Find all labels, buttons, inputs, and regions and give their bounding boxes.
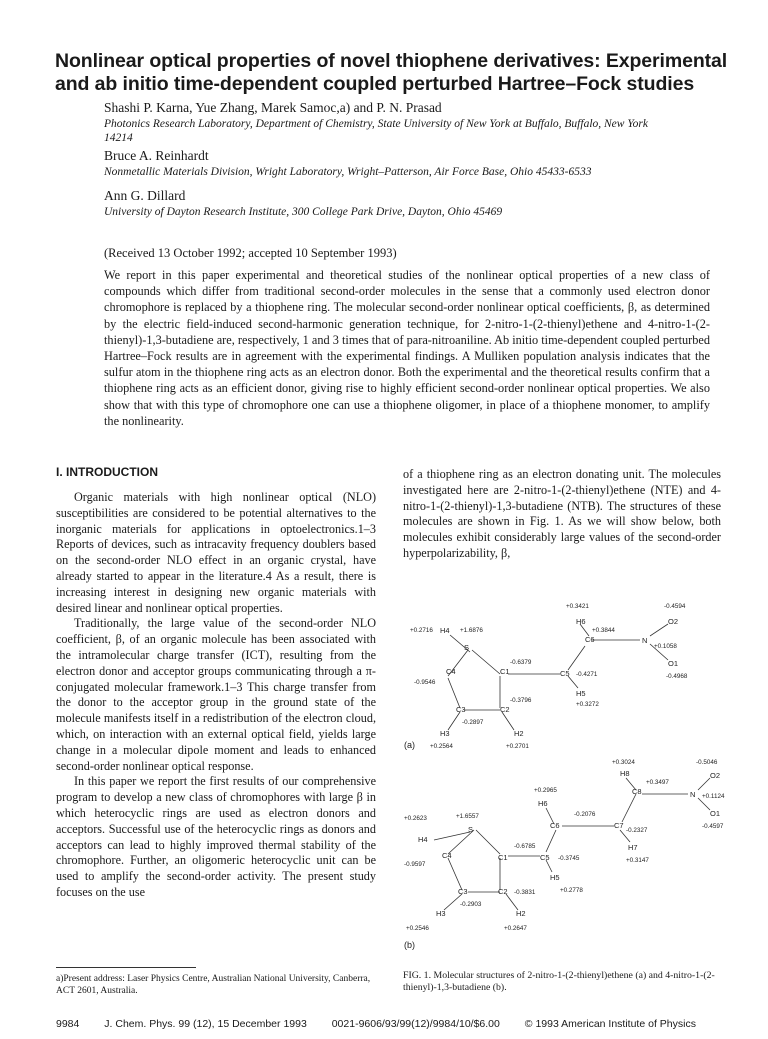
- charge-C8: +0.3497: [646, 779, 669, 786]
- charge-C4: -0.9597: [404, 861, 426, 868]
- atom-O2: O2: [668, 617, 679, 626]
- charge-C5: -0.3745: [558, 855, 580, 862]
- charge-C1: -0.6785: [514, 843, 536, 850]
- atom-C2: C2: [500, 705, 510, 714]
- charge-H6: +0.2965: [534, 787, 557, 794]
- paragraph: Organic materials with high nonlinear optical (NLO) susceptibilities are considered to be potential alternatives to the inorganic materials for applications in optoelectronics.1–3 Reports of devices, such as intracavity frequency doublers based on the second-order NLO effect in an organic crystal, have already started to appear in the literature.4 As a result, there is increasing interest in designing new organic materials with desired linear and nonlinear optical properties.: [56, 490, 376, 615]
- atom-H7: H7: [628, 843, 638, 852]
- paragraph: of a thiophene ring as an electron donating unit. The molecules investigated here are 2-nitro-1-(2-thienyl)ethene (NTE) and 4-nitro-1-(2-thienyl)-1,3-butadiene (NTB). The structures of these molecules are shown in Fig. 1. As we will show below, both molecules exhibit considerably large values of the second-order hyperpolarizability, β,: [403, 467, 721, 560]
- atom-N: N: [642, 636, 648, 645]
- structure-a: [404, 603, 688, 750]
- atom-C7: C7: [614, 821, 624, 830]
- journal-citation: J. Chem. Phys. 99 (12), 15 December 1993: [104, 1018, 307, 1030]
- atom-H4: H4: [440, 626, 450, 635]
- atom-H8: H8: [620, 769, 630, 778]
- footnote: a)Present address: Laser Physics Centre, Australian National University, Canberra, ACT 2601, Australia.: [56, 974, 371, 996]
- charge-C4: -0.9546: [414, 679, 436, 686]
- atom-H4: H4: [418, 835, 428, 844]
- atom-C1: C1: [500, 667, 510, 676]
- received-date: (Received 13 October 1992; accepted 10 September 1993): [104, 246, 397, 260]
- atom-H6: H6: [576, 617, 586, 626]
- atom-H2: H2: [514, 729, 524, 738]
- charge-H3: +0.2546: [406, 925, 429, 932]
- atom-H2: H2: [516, 909, 526, 918]
- charge-C2: -0.3796: [510, 697, 532, 704]
- atom-C4: C4: [446, 667, 456, 676]
- charge-C6: -0.2076: [574, 811, 596, 818]
- atom-S: S: [464, 643, 470, 652]
- panel-label-a: (a): [404, 740, 415, 750]
- charge-H3: +0.2564: [430, 743, 453, 750]
- charge-N: +0.1124: [702, 793, 725, 800]
- charge-O1: -0.4597: [702, 823, 724, 830]
- charge-H8: +0.3024: [612, 759, 635, 766]
- charge-H5: +0.2778: [560, 887, 583, 894]
- atom-S: S: [468, 825, 474, 834]
- affiliation-1: Photonics Research Laboratory, Department of Chemistry, State University of New York at Buffalo, Buffalo, New York 14214: [104, 118, 648, 144]
- article-title: Nonlinear optical properties of novel thiophene derivatives: Experimental and ab initio time-dependent coupled perturbed Hartree–Fock studies: [55, 50, 728, 95]
- charge-H2: +0.2701: [506, 743, 529, 750]
- author-list-2: Bruce A. Reinhardt: [104, 148, 209, 163]
- charge-C3: -0.2897: [462, 719, 484, 726]
- atom-C8: C8: [632, 787, 642, 796]
- charge-S: +1.6557: [456, 813, 479, 820]
- charge-C3: -0.2903: [460, 901, 482, 908]
- atom-C3: C3: [458, 887, 468, 896]
- atom-O2: O2: [710, 771, 721, 780]
- molecular-structure-figure: [400, 570, 730, 970]
- charge-O2: -0.5046: [696, 759, 718, 766]
- atom-H6: H6: [538, 799, 548, 808]
- charge-H7: +0.3147: [626, 857, 649, 864]
- page-footer: [56, 1018, 756, 1030]
- charge-H2: +0.2647: [504, 925, 527, 932]
- charge-H4: +0.2716: [410, 627, 433, 634]
- charge-H5: +0.3272: [576, 701, 599, 708]
- charge-O1: -0.4968: [666, 673, 688, 680]
- structure-b: [404, 759, 725, 950]
- atom-C5: C5: [560, 669, 570, 678]
- charge-C7: -0.2327: [626, 827, 648, 834]
- charge-C5: -0.4271: [576, 671, 598, 678]
- atom-C4: C4: [442, 851, 452, 860]
- charge-C1: -0.6379: [510, 659, 532, 666]
- charge-S: +1.6876: [460, 627, 483, 634]
- section-heading: I. INTRODUCTION: [56, 465, 158, 479]
- footnote-divider: [56, 967, 196, 968]
- charge-O2: -0.4594: [664, 603, 686, 610]
- article-code: 0021-9606/93/99(12)/9984/10/$6.00: [331, 1018, 500, 1030]
- affiliation-3: University of Dayton Research Institute, 300 College Park Drive, Dayton, Ohio 45469: [104, 206, 503, 218]
- atom-H3: H3: [440, 729, 450, 738]
- atom-C3: C3: [456, 705, 466, 714]
- author-list-1: Shashi P. Karna, Yue Zhang, Marek Samoc,a) and P. N. Prasad: [104, 100, 442, 115]
- charge-H6: +0.3421: [566, 603, 589, 610]
- figure-caption: FIG. 1. Molecular structures of 2-nitro-1-(2-thienyl)ethene (a) and 4-nitro-1-(2-thienyl)-1,3-butadiene (b).: [403, 970, 715, 993]
- atom-H3: H3: [436, 909, 446, 918]
- atom-O1: O1: [710, 809, 721, 818]
- charge-C6: +0.3844: [592, 627, 615, 634]
- left-column: [56, 490, 376, 901]
- charge-H4: +0.2623: [404, 815, 427, 822]
- abstract: We report in this paper experimental and theoretical studies of the nonlinear optical properties of a new class of compounds which differ from traditional second-order molecules in the sense that a commonly used electron donor chromophore is replaced by a thiophene ring. The molecular second-order nonlinear optical coefficients, β, as determined by the electric field-induced second-harmonic generation technique, for 2-nitro-1-(2-thienyl)ethene and 4-nitro-1-(2-thienyl)-1,3-butadiene are, respectively, 1 and 3 times that of para-nitroaniline. Ab initio time-dependent coupled perturbed Hartree–Fock results are in agreement with the experimental findings. A Mulliken population analysis indicates that the sulfur atom in the thiophene ring acts as an electron donor. Both the experimental and the theoretical results confirm that a thiophene ring acts as an efficient donor, giving rise to highly efficient second-order nonlinear optical properties. We also show that with this type of chromophore one can use a thiophene oligomer, in place of a thiophene monomer, to amplify the nonlinearity.: [104, 268, 710, 428]
- atom-H5: H5: [576, 689, 586, 698]
- panel-label-b: (b): [404, 940, 415, 950]
- atom-C1: C1: [498, 853, 508, 862]
- atom-C5: C5: [540, 853, 550, 862]
- atom-C6: C6: [550, 821, 560, 830]
- paragraph: In this paper we report the first results of our comprehensive program to develop a new class of chromophores with large β in which heterocyclic rings are used as electron donors and acceptors. Successful use of the heterocyclic rings as donors and acceptors can lead to highly improved thermal stability of the chromophore. Further, an oligomeric heterocyclic unit can be used to amplify the second-order activity. The present study focuses on the use: [56, 774, 376, 899]
- atom-C6: C6: [585, 635, 595, 644]
- author-list-3: Ann G. Dillard: [104, 188, 186, 203]
- atom-H5: H5: [550, 873, 560, 882]
- page-number: 9984: [56, 1018, 80, 1030]
- atom-C2: C2: [498, 887, 508, 896]
- charge-C2: -0.3831: [514, 889, 536, 896]
- copyright: © 1993 American Institute of Physics: [524, 1018, 696, 1030]
- paragraph: Traditionally, the large value of the second-order NLO coefficient, β, of an organic molecule has been associated with the intramolecular charge transfer (ICT), resulting from the electron donor and acceptor groups communicating through a π-conjugated molecular framework.1–3 This charge transfer from the donor to the acceptor group in the ground state of the molecule manifests itself in a redistribution of the electron cloud, which, on interaction with an external optical field, yields large change in a molecular dipole moment and leads to enhanced second-order nonlinear optical response.: [56, 616, 376, 773]
- charge-N: +0.1058: [654, 643, 677, 650]
- affiliation-2: Nonmetallic Materials Division, Wright Laboratory, Wright–Patterson, Air Force Base, Ohio 45433-6533: [104, 166, 592, 178]
- atom-N: N: [690, 790, 696, 799]
- atom-O1: O1: [668, 659, 679, 668]
- right-column: [403, 467, 721, 562]
